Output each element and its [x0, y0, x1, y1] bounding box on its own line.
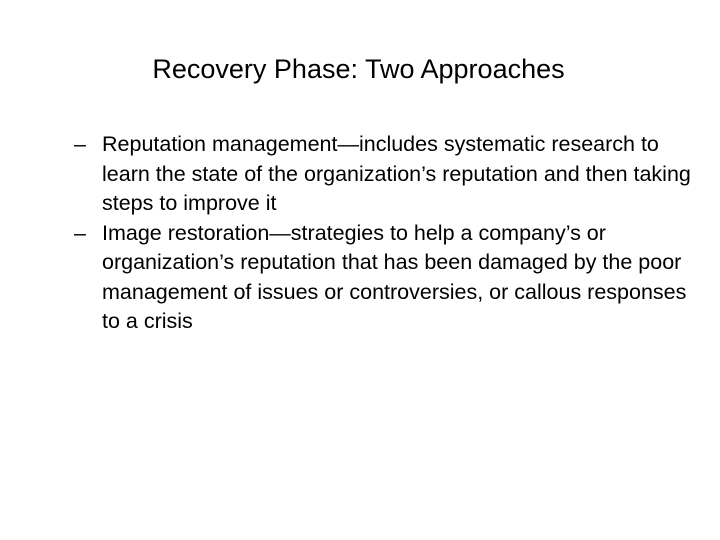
dash-bullet-marker: – [74, 132, 86, 156]
slide-title: Recovery Phase: Two Approaches [152, 54, 565, 84]
bullet-text: Reputation management—includes systematic research to learn the state of the organization’s reputation and then taking steps to improve it [102, 132, 691, 215]
bullet-item-image-restoration [74, 219, 694, 337]
bullet-text: Image restoration—strategies to help a company’s or organization’s reputation that has been damaged by the poor management of issues or controversies, or callous responses to a crisis [102, 220, 687, 333]
dash-bullet-marker: – [74, 220, 86, 245]
bullet-list [74, 130, 694, 337]
bullet-item-reputation-management [74, 130, 694, 219]
